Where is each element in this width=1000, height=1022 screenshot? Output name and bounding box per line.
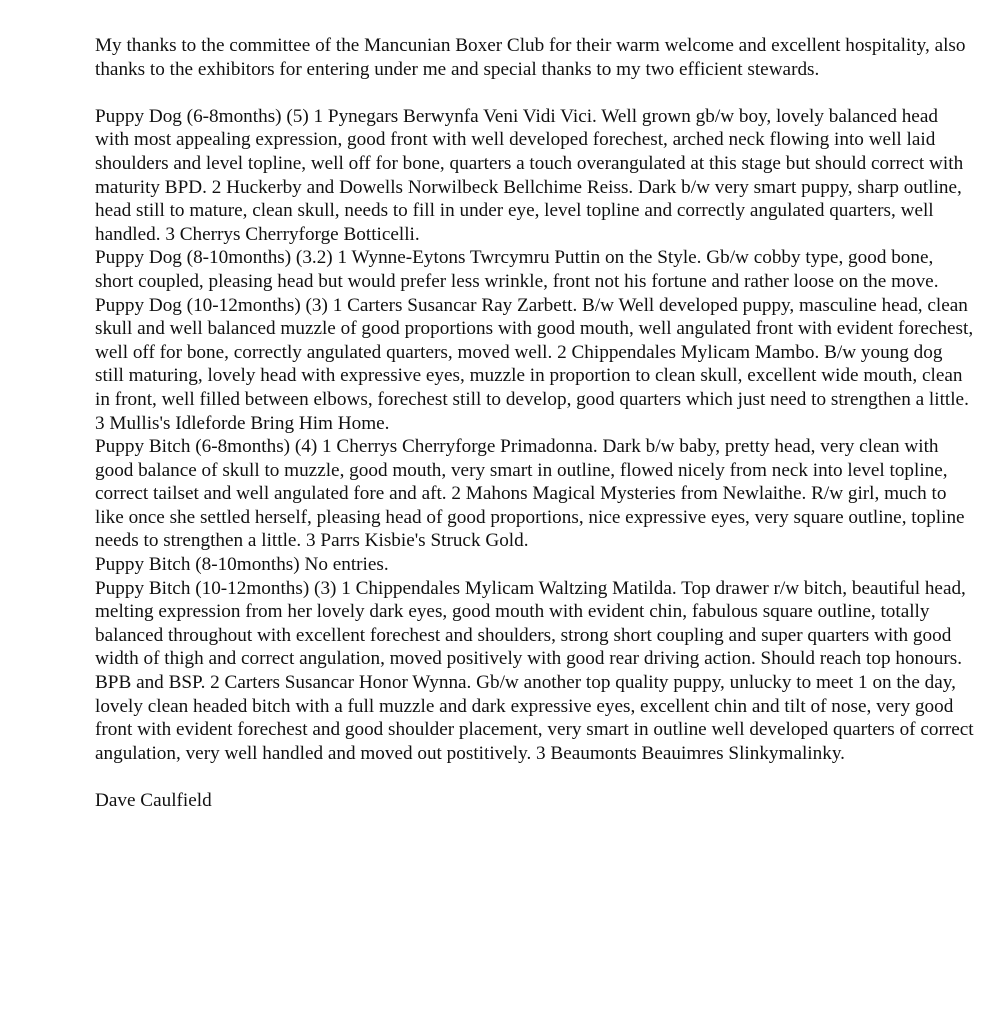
- class-report-puppy-bitch-6-8: Puppy Bitch (6-8months) (4) 1 Cherrys Cherryforge Primadonna. Dark b/w baby, pretty head, very clean with good balance of skull to muzzle, good mouth, very smart in outline, flowed nicely from neck into level topline, correct tailset and well angulated fore and aft. 2 Mahons Magical Mysteries from Newlaithe. R/w girl, much to like once she settled herself, pleasing head of good proportions, nice expressive eyes, very square outline, topline needs to strengthen a little. 3 Parrs Kisbie's Struck Gold.: [95, 436, 965, 552]
- document-body: [95, 34, 975, 813]
- class-report-puppy-bitch-10-12: Puppy Bitch (10-12months) (3) 1 Chippendales Mylicam Waltzing Matilda. Top drawer r/w bitch, beautiful head, melting expression from her lovely dark eyes, good mouth with evident chin, fabulous square outline, totally balanced throughout with excellent forechest and shoulders, strong short coupling and super quarters with good width of thigh and correct angulation, moved positively with good rear driving action. Should reach top honours. BPB and BSP. 2 Carters Susancar Honor Wynna. Gb/w another top quality puppy, unlucky to meet 1 on the day, lovely clean headed bitch with a full muzzle and dark expressive eyes, excellent chin and tilt of nose, very good front with evident forechest and good shoulder placement, very smart in outline well developed quarters of correct angulation, very well handled and moved out postitively. 3 Beaumonts Beauimres Slinkymalinky.: [95, 577, 974, 764]
- class-report-puppy-dog-10-12: Puppy Dog (10-12months) (3) 1 Carters Susancar Ray Zarbett. B/w Well developed puppy, masculine head, clean skull and well balanced muzzle of good proportions with good mouth, well angulated front with evident forechest, well off for bone, correctly angulated quarters, moved well. 2 Chippendales Mylicam Mambo. B/w young dog still maturing, lovely head with expressive eyes, muzzle in proportion to clean skull, excellent wide mouth, clean in front, well filled between elbows, forechest still to develop, good quarters which just need to strengthen a little. 3 Mullis's Idleforde Bring Him Home.: [95, 294, 974, 434]
- judge-signature: Dave Caulfield: [95, 790, 212, 811]
- class-report-puppy-dog-8-10: Puppy Dog (8-10months) (3.2) 1 Wynne-Eytons Twrcymru Puttin on the Style. Gb/w cobby type, good bone, short coupled, pleasing head but would prefer less wrinkle, front not his fortune and rather loose on the move.: [95, 247, 939, 292]
- class-report-puppy-bitch-8-10: Puppy Bitch (8-10months) No entries.: [95, 554, 389, 576]
- intro-paragraph: My thanks to the committee of the Mancunian Boxer Club for their warm welcome and excellent hospitality, also thanks to the exhibitors for entering under me and special thanks to my two efficient stewards.: [95, 35, 966, 80]
- class-report-puppy-dog-6-8: Puppy Dog (6-8months) (5) 1 Pynegars Berwynfa Veni Vidi Vici. Well grown gb/w boy, lovely balanced head with most appealing expression, good front with well developed forechest, arched neck flowing into well laid shoulders and level topline, well off for bone, quarters a touch overangulated at this stage but should correct with maturity BPD. 2 Huckerby and Dowells Norwilbeck Bellchime Reiss. Dark b/w very smart puppy, sharp outline, head still to mature, clean skull, needs to fill in under eye, level topline and correctly angulated quarters, well handled. 3 Cherrys Cherryforge Botticelli.: [95, 105, 964, 245]
